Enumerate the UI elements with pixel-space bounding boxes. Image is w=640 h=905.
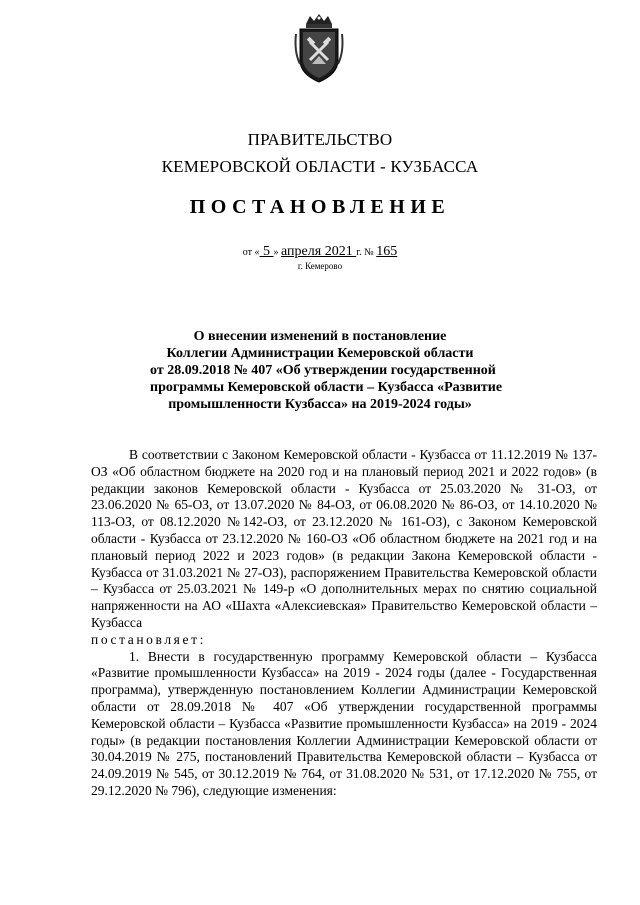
subject-line: Коллегии Администрации Кемеровской области — [166, 346, 474, 361]
date-year-suffix: г. № — [356, 247, 377, 258]
date-line — [0, 245, 640, 260]
document-number: 165 — [376, 244, 398, 259]
subject-line: О внесении изменений в постановление — [193, 329, 447, 344]
subject-line: от 28.09.2018 № 407 «Об утверждении государственной — [150, 363, 496, 378]
city-name: г. Кемерово — [297, 261, 343, 271]
preamble-paragraph: В соответствии с Законом Кемеровской области - Кузбасса от 11.12.2019 № 137-ОЗ «Об областном бюджете на 2020 год и на плановый период 2021 и 2022 годов» (в редакции законов Кемеровской области - Кузбасса от 25.03.2020 № 31-ОЗ, от 23.06.2020 № 65-ОЗ, от 13.07.2020 № 84-ОЗ, от 06.08.2020 № 86-ОЗ, от 14.10.2020 № 113-ОЗ, от 08.12.2020 №142-ОЗ, от 23.12.2020 № 161-ОЗ), с Законом Кемеровской области - Кузбасса от 23.12.2020 № 160-ОЗ «Об областном бюджете на 2021 год и на плановый период 2022 и 2023 годов» (в редакции Закона Кемеровской области - Кузбасса от 31.03.2021 № 27-ОЗ), распоряжением Правительства Кемеровской области – Кузбасса от 25.03.2021 № 149-р «О дополнительных мерах по снятию социальной напряженности на АО «Шахта «Алексиевская» Правительство Кемеровской области – Кузбасса — [91, 447, 597, 630]
item-1-paragraph: 1. Внести в государственную программу Кемеровской области – Кузбасса «Развитие промышленности Кузбасса» на 2019 - 2024 годы (далее - Государственная программа), утвержденную постановлением Коллегии Администрации Кемеровской области от 28.09.2018 № 407 «Об утверждении государственной программы Кемеровской области – Кузбасса «Развитие промышленности Кузбасса» на 2019 - 2024 годы» (в редакции постановления Коллегии Администрации Кемеровской области от 30.04.2019 № 275, постановлений Правительства Кемеровской области – Кузбасса от 24.09.2019 № 545, от 30.12.2019 № 764, от 31.08.2020 № 531, от 17.12.2020 № 755, от 29.12.2020 № 796), следующие изменения: — [91, 648, 597, 798]
subject-line: программы Кемеровской области – Кузбасса «Развитие — [150, 380, 503, 395]
subject-line: промышленности Кузбасса» на 2019-2024 годы» — [168, 397, 472, 412]
coat-of-arms-emblem — [292, 12, 346, 84]
date-day: 5 — [259, 244, 274, 259]
government-title-line1: ПРАВИТЕЛЬСТВО — [247, 130, 393, 149]
date-mid: » — [273, 247, 282, 258]
document-type-title: ПОСТАНОВЛЕНИЕ — [189, 196, 451, 218]
resolves-word: постановляет: — [91, 631, 206, 647]
document-body — [91, 447, 597, 800]
date-month-year: апреля 2021 — [281, 244, 357, 259]
document-subject — [150, 328, 503, 413]
government-title-line2: КЕМЕРОВСКОЙ ОБЛАСТИ - КУЗБАССА — [161, 157, 479, 176]
date-prefix: от « — [242, 247, 260, 258]
